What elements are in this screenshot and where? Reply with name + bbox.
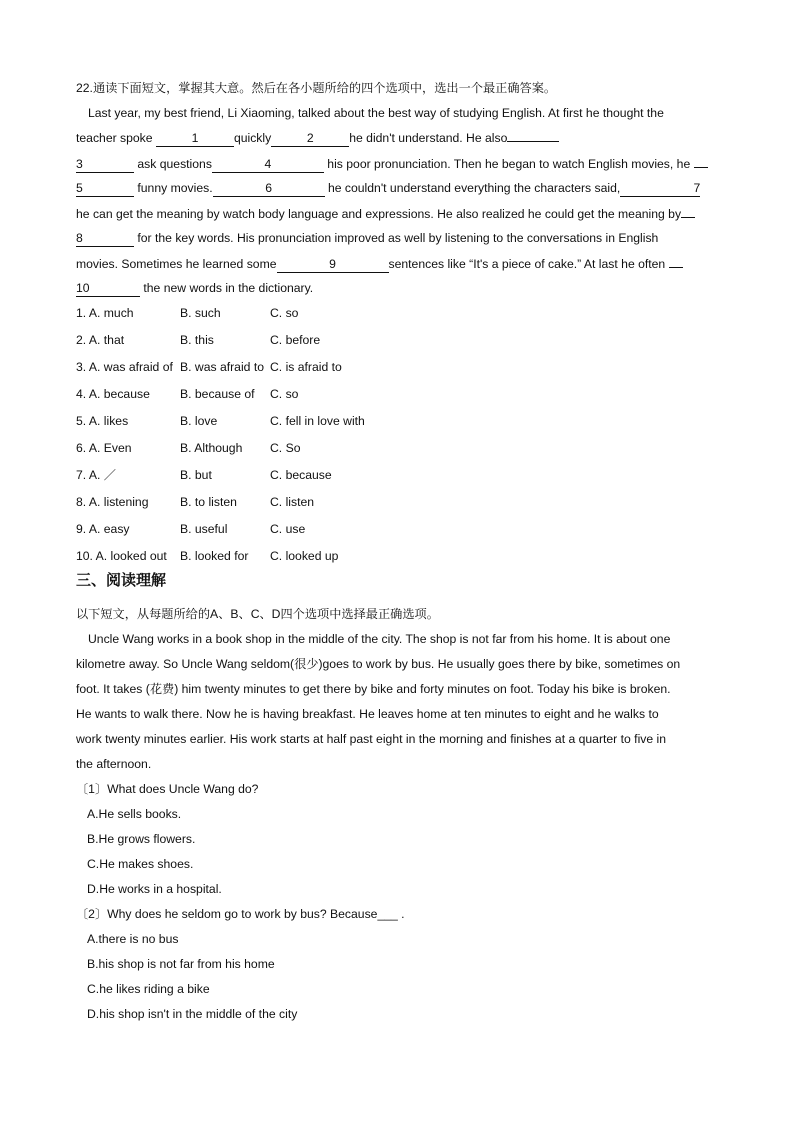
option-row <box>76 546 724 568</box>
option-c: C. fell in love with <box>270 414 365 428</box>
option-row <box>76 519 724 546</box>
passage-text: Last year, my best friend, Li Xiaoming, talked about the best way of studying English. At first he thought the <box>88 106 664 120</box>
passage-line: He wants to walk there. Now he is having breakfast. He leaves home at ten minutes to eight and he walks to <box>76 707 659 721</box>
option-a: 3. A. was afraid of <box>76 360 173 374</box>
option-row <box>76 465 724 492</box>
blank-trailing <box>507 141 559 142</box>
option-row <box>76 438 724 465</box>
option-a: 5. A. likes <box>76 414 129 428</box>
option-b: B. was afraid to <box>180 360 264 374</box>
blank-4: 4 <box>212 156 324 173</box>
option-b: B. such <box>180 306 221 320</box>
passage-text: sentences like “It's a piece of cake.” At last he often <box>388 257 669 271</box>
passage-text: quickly <box>233 131 272 145</box>
blank-10: 10 <box>76 280 140 297</box>
reading-passage <box>76 629 724 779</box>
question-2 <box>76 904 724 1029</box>
passage-text: movies. Sometimes he learned some <box>76 257 277 271</box>
cloze-line-6 <box>76 228 724 253</box>
option-c: C. So <box>270 441 301 455</box>
passage-text: funny movies. <box>134 181 213 195</box>
blank-trailing <box>669 253 683 268</box>
passage-text: teacher spoke <box>76 131 156 145</box>
cloze-line-1 <box>76 103 724 128</box>
question-1 <box>76 779 724 904</box>
passage-text: he didn't understand. He also <box>349 131 508 145</box>
option-c: C. looked up <box>270 549 339 563</box>
cloze-line-4 <box>76 178 724 203</box>
option-c: C. is afraid to <box>270 360 342 374</box>
passage-text: he couldn't understand everything the characters said, <box>324 181 621 195</box>
option-b: B. but <box>180 468 212 482</box>
passage-line: the afternoon. <box>76 757 152 771</box>
cloze-line-3 <box>76 153 724 178</box>
passage-text: the new words in the dictionary. <box>140 281 314 295</box>
option-a: 6. A. Even <box>76 441 132 455</box>
answer-option-b: B.He grows flowers. <box>87 832 196 846</box>
passage-text: his poor pronunciation. Then he began to watch English movies, he <box>323 157 694 171</box>
answer-option-a: A.there is no bus <box>87 932 179 946</box>
option-a: 1. A. much <box>76 306 134 320</box>
answer-option-d: D.his shop isn't in the middle of the city <box>87 1007 298 1021</box>
blank-trailing <box>681 203 695 218</box>
blank-7: 7 <box>620 180 700 197</box>
option-b: B. love <box>180 414 218 428</box>
answer-option-c: C.He makes shoes. <box>87 857 194 871</box>
passage-text: for the key words. His pronunciation improved as well by listening to the conversations in English <box>134 231 659 245</box>
blank-1: 1 <box>156 130 234 147</box>
cloze-line-2 <box>76 128 724 153</box>
passage-line: kilometre away. So Uncle Wang seldom(很少)goes to work by bus. He usually goes there by bike, sometimes on <box>76 657 681 671</box>
blank-8: 8 <box>76 230 134 247</box>
option-a: 8. A. listening <box>76 495 149 509</box>
passage-line: work twenty minutes earlier. His work starts at half past eight in the morning and finishes at a quarter to five in <box>76 732 667 746</box>
blank-trailing <box>694 153 708 168</box>
option-c: C. so <box>270 387 299 401</box>
option-c: C. before <box>270 333 321 347</box>
option-a: 10. A. looked out <box>76 549 167 563</box>
reading-instruction: 以下短文，从每题所给的A、B、C、D四个选项中选择最正确选项。 <box>76 607 439 621</box>
passage-text: he can get the meaning by watch body language and expressions. He also realized he could get the meaning by <box>76 207 682 221</box>
answer-option-c: C.he likes riding a bike <box>87 982 210 996</box>
question-stem: 〔1〕What does Uncle Wang do? <box>76 782 259 796</box>
option-c: C. listen <box>270 495 315 509</box>
answer-option-d: D.He works in a hospital. <box>87 882 222 896</box>
question-stem: 〔2〕Why does he seldom go to work by bus? Because___ . <box>76 907 405 921</box>
passage-line: foot. It takes (花费) him twenty minutes to get there by bike and forty minutes on foot. Today his bike is broken. <box>76 682 671 696</box>
option-a: 7. A. ／ <box>76 468 116 482</box>
answer-option-a: A.He sells books. <box>87 807 182 821</box>
option-b: B. to listen <box>180 495 237 509</box>
option-b: B. useful <box>180 522 228 536</box>
blank-9: 9 <box>277 256 389 273</box>
option-b: B. because of <box>180 387 255 401</box>
worksheet-page <box>76 78 724 1029</box>
blank-6: 6 <box>213 180 325 197</box>
option-row <box>76 384 724 411</box>
option-b: B. Although <box>180 441 243 455</box>
blank-5: 5 <box>76 180 134 197</box>
blank-2: 2 <box>271 130 349 147</box>
option-a: 9. A. easy <box>76 522 130 536</box>
cloze-line-5 <box>76 203 724 228</box>
option-a: 2. A. that <box>76 333 125 347</box>
answer-option-b: B.his shop is not far from his home <box>87 957 275 971</box>
passage-text: ask questions <box>134 157 212 171</box>
option-row <box>76 411 724 438</box>
cloze-instruction: 22.通读下面短文，掌握其大意。然后在各小题所给的四个选项中，选出一个最正确答案。 <box>76 81 557 95</box>
cloze-options <box>76 303 724 568</box>
option-row <box>76 357 724 384</box>
option-b: B. this <box>180 333 214 347</box>
cloze-line-7 <box>76 253 724 278</box>
option-b: B. looked for <box>180 549 249 563</box>
option-row <box>76 330 724 357</box>
option-c: C. use <box>270 522 306 536</box>
cloze-line-8 <box>76 278 724 303</box>
option-c: C. so <box>270 306 299 320</box>
option-row <box>76 492 724 519</box>
passage-line: Uncle Wang works in a book shop in the middle of the city. The shop is not far from his home. It is about one <box>88 632 671 646</box>
option-c: C. because <box>270 468 332 482</box>
section-heading: 三、阅读理解 <box>76 572 167 589</box>
option-a: 4. A. because <box>76 387 150 401</box>
blank-3: 3 <box>76 156 134 173</box>
option-row <box>76 303 724 330</box>
